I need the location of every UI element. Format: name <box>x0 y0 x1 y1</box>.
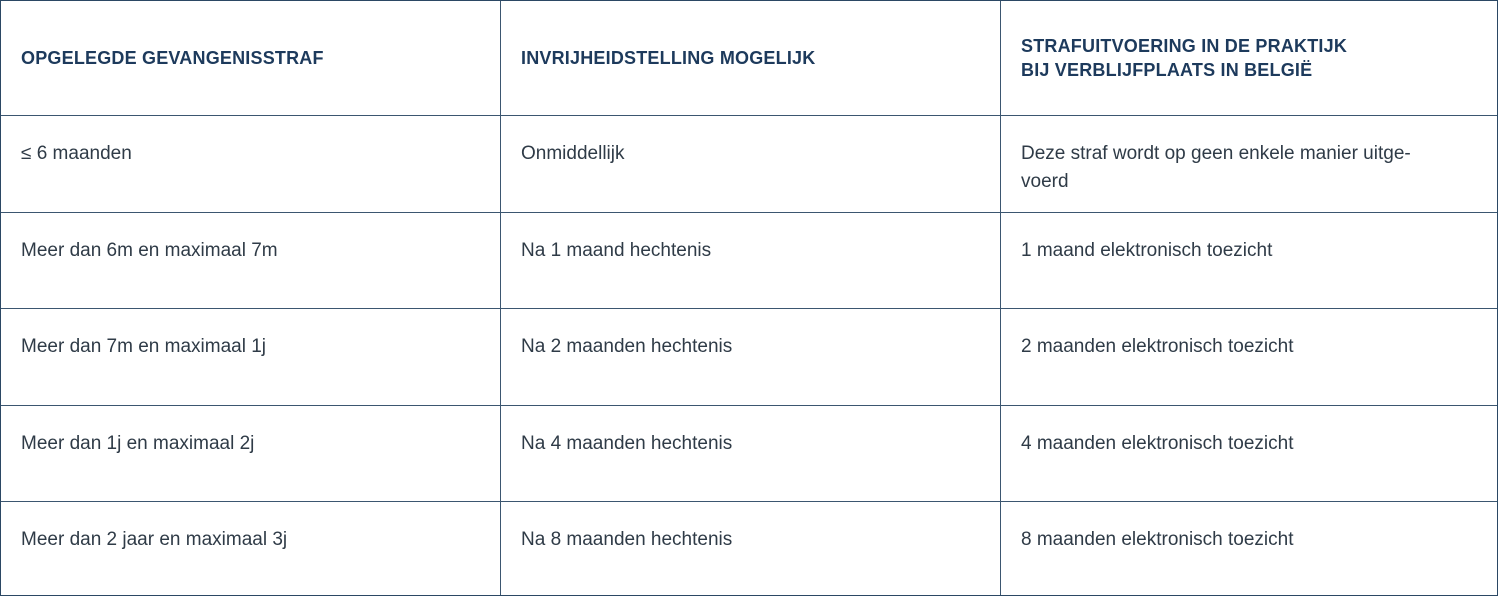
header-opgelegde-gevangenisstraf: OPGELEGDE GEVANGENISSTRAF <box>1 1 501 115</box>
cell-invrijheidstelling: Na 4 maanden hechtenis <box>501 406 1001 501</box>
table-row <box>1 309 1497 406</box>
header-strafuitvoering: STRAFUITVOERING IN DE PRAKTIJK BIJ VERBLIJFPLAATS IN BELGIË <box>1021 36 1348 80</box>
cell-strafuitvoering: 4 maanden elektronisch toezicht <box>1021 433 1294 454</box>
table-row <box>1 406 1497 502</box>
table-row <box>1 502 1497 595</box>
cell-opgelegde-straf: Meer dan 7m en maximaal 1j <box>1 309 501 405</box>
cell-invrijheidstelling: Na 2 maanden hechtenis <box>501 309 1001 405</box>
cell-strafuitvoering: 2 maanden elektronisch toezicht <box>1021 336 1294 357</box>
header-invrijheidstelling-mogelijk: INVRIJHEIDSTELLING MOGELIJK <box>501 1 1001 115</box>
table-row <box>1 116 1497 213</box>
cell-opgelegde-straf: ≤ 6 maanden <box>1 116 501 212</box>
cell-strafuitvoering: Deze straf wordt op geen enkele manier uitge- voerd <box>1021 143 1411 192</box>
cell-opgelegde-straf: Meer dan 6m en maximaal 7m <box>1 213 501 308</box>
cell-opgelegde-straf: Meer dan 1j en maximaal 2j <box>1 406 501 501</box>
cell-strafuitvoering: 8 maanden elektronisch toezicht <box>1021 529 1294 550</box>
table-row <box>1 213 1497 309</box>
cell-invrijheidstelling: Na 1 maand hechtenis <box>501 213 1001 308</box>
table-header-row <box>1 1 1497 116</box>
cell-invrijheidstelling: Onmiddellijk <box>501 116 1001 212</box>
cell-opgelegde-straf: Meer dan 2 jaar en maximaal 3j <box>1 502 501 595</box>
cell-invrijheidstelling: Na 8 maanden hechtenis <box>501 502 1001 595</box>
cell-strafuitvoering: 1 maand elektronisch toezicht <box>1021 240 1273 261</box>
